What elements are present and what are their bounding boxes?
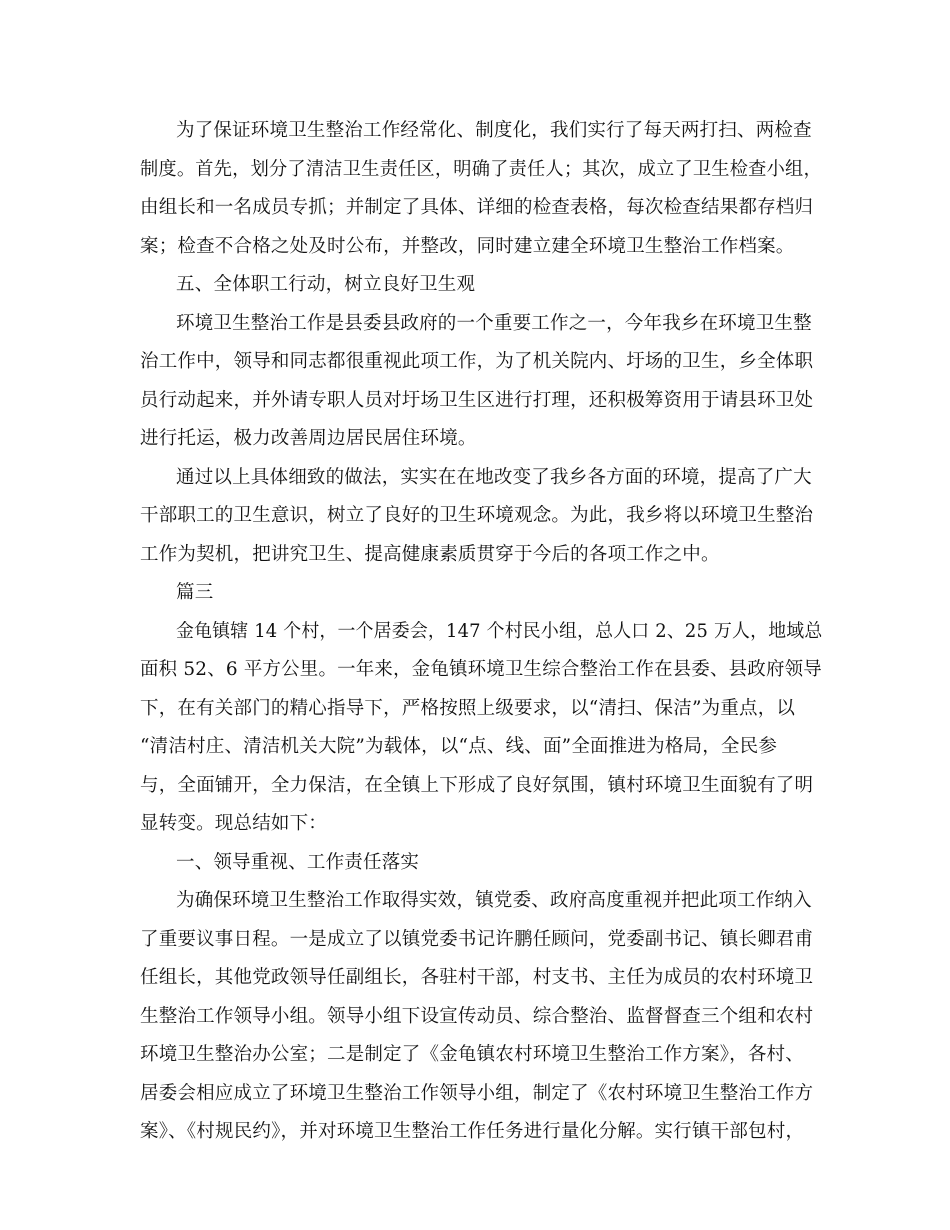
paragraph-line: 居委会相应成立了环境卫生整治工作领导小组，制定了《农村环境卫生整治工作方 xyxy=(140,1083,814,1104)
paragraph-line: 环境卫生整治办公室；二是制定了《金龟镇农村环境卫生整治工作方案》，各村、 xyxy=(140,1044,804,1065)
paragraph-line: 干部职工的卫生意识，树立了良好的卫生环境观念。为此，我乡将以环境卫生整治 xyxy=(140,505,814,526)
paragraph-line: 为了保证环境卫生整治工作经常化、制度化，我们实行了每天两打扫、两检查 xyxy=(176,120,812,141)
section-heading: 五、全体职工行动，树立良好卫生观 xyxy=(176,274,476,295)
paragraph-line: 工作为契机，把讲究卫生、提高健康素质贯穿于今后的各项工作之中。 xyxy=(140,544,720,565)
paragraph-line: 显转变。现总结如下： xyxy=(140,813,328,834)
paragraph-line: 了重要议事日程。一是成立了以镇党委书记许鹏任顾问，党委副书记、镇长卿君甫 xyxy=(140,929,814,950)
paragraph-line: 员行动起来，并外请专职人员对圩场卫生区进行打理，还积极筹资用于请县环卫处 xyxy=(140,390,814,411)
paragraph-line: 进行托运，极力改善周边居民居住环境。 xyxy=(140,428,477,449)
paragraph-line: 由组长和一名成员专抓；并制定了具体、详细的检查表格，每次检查结果都存档归 xyxy=(140,197,814,218)
paragraph-line: 面积 52、6 平方公里。一年来，金龟镇环境卫生综合整治工作在县委、县政府领导 xyxy=(140,659,822,680)
paragraph-line: 制度。首先，划分了清洁卫生责任区，明确了责任人；其次，成立了卫生检查小组， xyxy=(140,159,822,180)
section-heading: 一、领导重视、工作责任落实 xyxy=(176,852,420,873)
paragraph-line: 生整治工作领导小组。领导小组下设宣传动员、综合整治、监督督查三个组和农村 xyxy=(140,1006,814,1027)
paragraph-line: 通过以上具体细致的做法，实实在在地改变了我乡各方面的环境，提高了广大 xyxy=(176,467,812,488)
paragraph-line: 案》、《村规民约》，并对环境卫生整治工作任务进行量化分解。实行镇干部包村， xyxy=(140,1121,805,1142)
paragraph-line: 案；检查不合格之处及时公布，并整改，同时建立建全环境卫生整治工作档案。 xyxy=(140,236,795,257)
section-heading: 篇三 xyxy=(176,582,214,603)
paragraph-line: 与，全面铺开，全力保洁，在全镇上下形成了良好氛围，镇村环境卫生面貌有了明 xyxy=(140,775,814,796)
paragraph-line: “清洁村庄、清洁机关大院”为载体，以“点、线、面”全面推进为格局，全民参 xyxy=(140,736,778,757)
paragraph-line: 任组长，其他党政领导任副组长，各驻村干部，村支书、主任为成员的农村环境卫 xyxy=(140,967,814,988)
paragraph-line: 环境卫生整治工作是县委县政府的一个重要工作之一，今年我乡在环境卫生整 xyxy=(176,313,812,334)
paragraph-line: 下，在有关部门的精心指导下，严格按照上级要求，以“清扫、保洁”为重点，以 xyxy=(140,698,796,719)
paragraph-line: 为确保环境卫生整治工作取得实效，镇党委、政府高度重视并把此项工作纳入 xyxy=(176,890,812,911)
paragraph-line: 治工作中，领导和同志都很重视此项工作，为了机关院内、圩场的卫生，乡全体职 xyxy=(140,351,814,372)
paragraph-line: 金龟镇辖 14 个村，一个居委会，147 个村民小组，总人口 2、25 万人，地域总 xyxy=(176,621,823,642)
